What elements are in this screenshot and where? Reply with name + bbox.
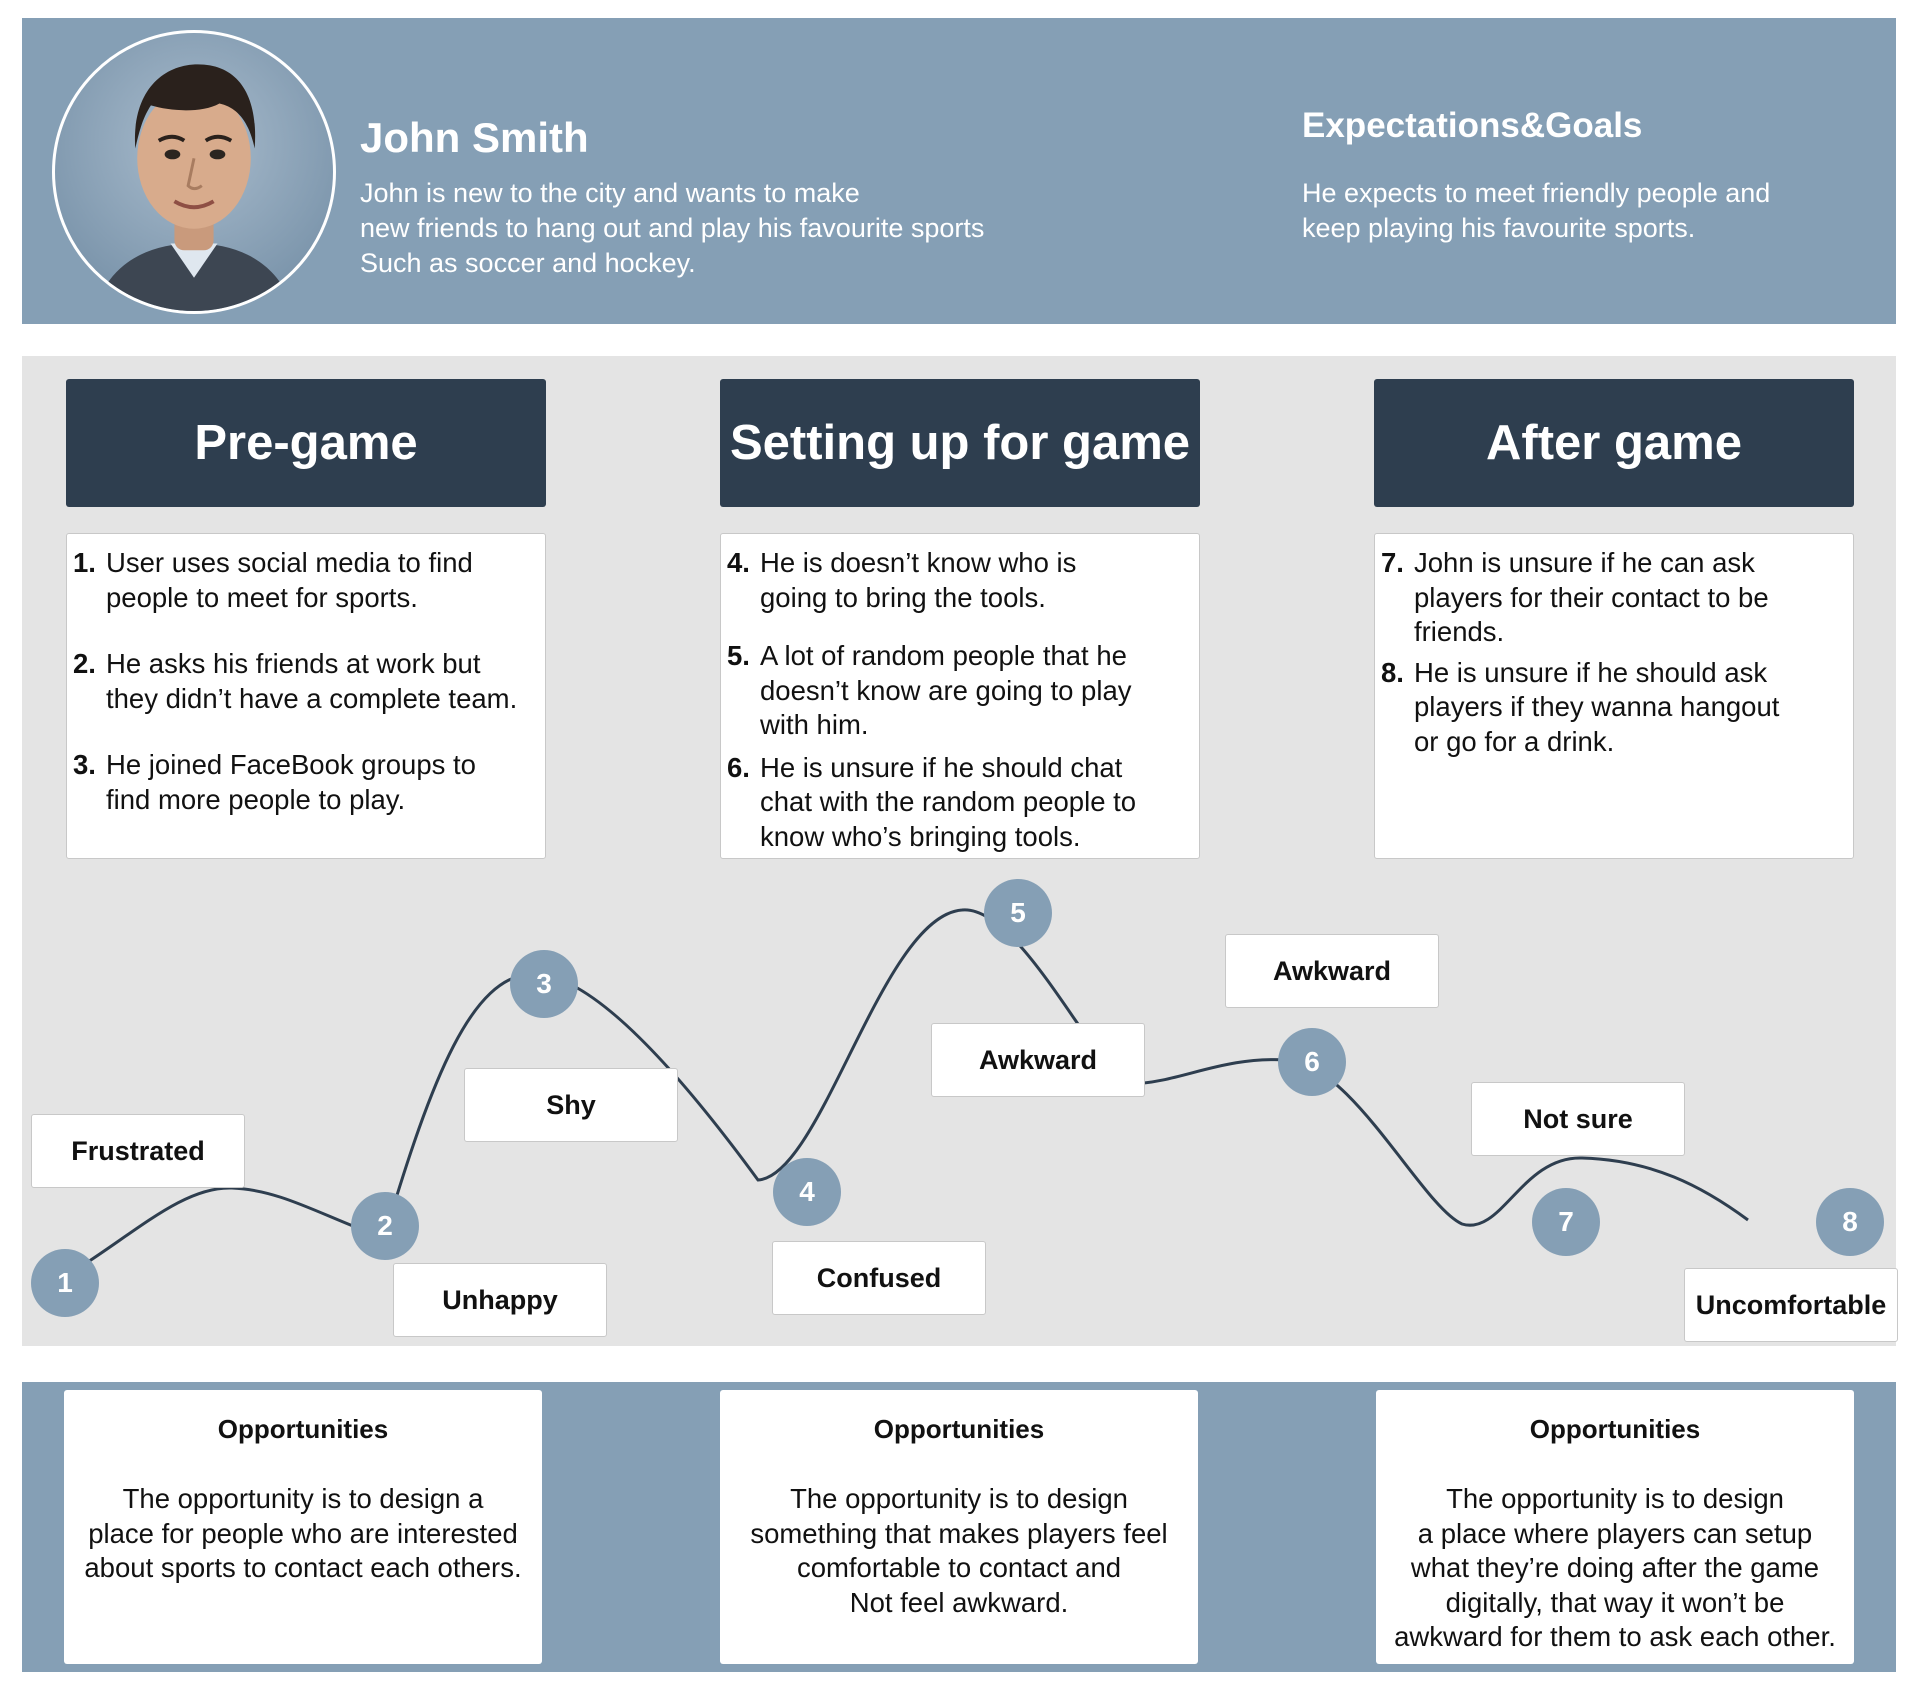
persona-avatar [52,30,336,314]
opportunity-line: place for people who are interested [88,1517,518,1549]
opportunity-card-setting-up [720,1390,1198,1664]
step-number: 2. [73,648,96,679]
emotion-label-3: Shy [464,1068,678,1142]
journey-node-6: 6 [1278,1028,1346,1096]
persona-description [360,176,1080,281]
journey-node-5: 5 [984,879,1052,947]
goals-description [1302,176,1862,246]
step-line: User uses social media to find [106,547,473,578]
step-line: chat with the random people to [760,786,1137,817]
step-line: players for their contact to be [1414,581,1769,613]
journey-node-1: 1 [31,1249,99,1317]
stage-title-pre-game: Pre-game [66,379,546,507]
persona-photo [55,33,333,311]
step-line: with him. [760,709,869,740]
step-line: players if they wanna hangout [1414,691,1780,722]
step-line: or go for a drink. [1414,725,1615,757]
emotion-label-1: Frustrated [31,1114,245,1188]
journey-node-8: 8 [1816,1188,1884,1256]
opportunity-line: digitally, that way it won’t be [1445,1586,1785,1618]
step-line: He is doesn’t know who is [760,547,1077,578]
step-number: 3. [73,749,96,780]
step-line: He is unsure if he should ask [1414,656,1768,688]
step-line: He joined FaceBook groups to [106,749,476,780]
step-number: 5. [727,640,750,671]
opportunity-text [720,1482,1198,1620]
emotion-label-6: Awkward [1225,934,1439,1008]
step-line: He asks his friends at work but [106,648,481,679]
step-line: going to bring the tools. [760,581,1046,613]
opportunity-line: The opportunity is to design [790,1483,1128,1514]
opportunity-line: Not feel awkward. [849,1586,1069,1618]
step-line: friends. [1414,616,1505,647]
opportunity-line: The opportunity is to design a [122,1483,484,1514]
opportunity-title: Opportunities [217,1414,389,1444]
opportunity-line: The opportunity is to design [1446,1483,1784,1514]
opportunity-line: something that makes players feel [750,1517,1168,1549]
goals-description-line: keep playing his favourite sports. [1302,213,1696,243]
goals-title: Expectations&Goals [1302,106,1643,145]
stage-title-after-game: After game [1374,379,1854,507]
step-line: know who’s bringing tools. [760,820,1081,852]
opportunity-line: awkward for them to ask each other. [1394,1621,1836,1652]
step-line: they didn’t have a complete team. [106,682,518,714]
journey-node-4: 4 [773,1158,841,1226]
opportunity-card-after-game [1376,1390,1854,1664]
stage-title-setting-up: Setting up for game [720,379,1200,507]
step-number: 4. [727,547,750,578]
persona-description-line: John is new to the city and wants to make [360,178,860,208]
opportunity-line: about sports to contact each others. [84,1552,522,1583]
emotion-label-5: Awkward [931,1023,1145,1097]
step-line: find more people to play. [106,783,406,815]
opportunity-line: a place where players can setup [1417,1517,1813,1549]
journey-map [22,356,1896,1346]
persona-description-line: Such as soccer and hockey. [360,248,696,278]
opportunity-text [1376,1482,1854,1655]
emotion-label-2: Unhappy [393,1263,607,1337]
opportunity-card-pre-game [64,1390,542,1664]
opportunity-text [64,1482,542,1586]
step-number: 1. [73,547,96,578]
step-number: 8. [1381,656,1404,688]
opportunity-title: Opportunities [1529,1414,1701,1444]
opportunities-band [22,1382,1896,1672]
opportunity-line: comfortable to contact and [796,1552,1122,1583]
emotion-label-7: Not sure [1471,1082,1685,1156]
emotion-label-4: Confused [772,1241,986,1315]
goals-description-line: He expects to meet friendly people and [1302,178,1771,208]
step-number: 6. [727,751,750,783]
opportunity-title: Opportunities [873,1414,1045,1444]
persona-name: John Smith [360,114,589,161]
journey-node-2: 2 [351,1192,419,1260]
opportunity-line: what they’re doing after the game [1410,1552,1820,1583]
journey-node-3: 3 [510,950,578,1018]
emotion-label-8: Uncomfortable [1684,1268,1898,1342]
step-line: He is unsure if he should chat [760,751,1123,783]
step-number: 7. [1381,547,1404,578]
step-line: John is unsure if he can ask [1414,547,1755,578]
emotion-curve [22,356,1896,1346]
persona-header [22,18,1896,324]
step-line: people to meet for sports. [106,581,418,613]
persona-description-line: new friends to hang out and play his favourite sports [360,213,985,243]
step-line: doesn’t know are going to play [760,674,1132,706]
step-line: A lot of random people that he [760,640,1127,671]
journey-node-7: 7 [1532,1188,1600,1256]
